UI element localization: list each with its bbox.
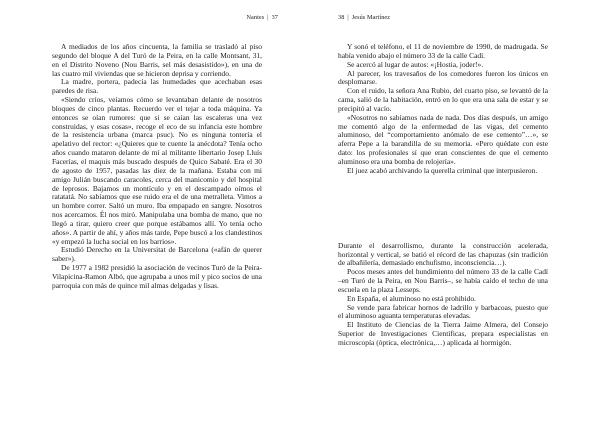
left-page-body: [52, 43, 262, 291]
paragraph: El Instituto de Ciencias de la Tierra Jaime Almera, del Consejo Superior de Investigaciones Científicas, prepara especialistas en microscopía (óptica, electrónica,…) aplicada al hormigón.: [338, 320, 548, 347]
paragraph: Y sonó el teléfono, el 11 de noviembre de 1990, de madrugada. Se había venido abajo el número 33 de la calle Cadí.: [338, 42, 548, 60]
paragraph: Se vende para fabricar hornos de ladrillo y barbacoas, puesto que el aluminoso aguanta temperaturas elevadas.: [338, 302, 548, 321]
paragraph: Pocos meses antes del hundimiento del número 33 de la calle Cadí –en Turó de la Peira, en Nou Barris–, se había caído el techo de una escuela en la plaza Lesseps.: [338, 267, 548, 294]
left-page-header: [246, 14, 278, 21]
running-title: Nantes: [246, 14, 265, 21]
header-separator: |: [267, 14, 269, 21]
paragraph: «Nosotros no sabíamos nada de nada. Dos días después, un amigo me comentó algo de la enfermedad de las vigas, del cemento aluminoso, del “comportamiento anómalo de ese cemento”…», se aferra Pepe a la barandilla de su memoria. «Pero quédate con este dato: los profesionales sí que eran conscientes de que el cemento aluminoso era una bomba de relojería».: [338, 112, 548, 166]
paragraph: Con el ruido, la señora Ana Rubio, del cuarto piso, se levantó de la cama, salió de la habitación, entró en lo que era una sala de estar y se precipitó al vacío.: [338, 86, 548, 113]
paragraph: «Siendo críos, veíamos cómo se levantaban delante de nosotros bloques de cinco plantas. Recuerdo ver el tejar a toda máquina. Ya entonces se oían rumores: que si se caían las escaleras una vez construidas, y esas cosas», recoge el eco de su infancia este hombre de la resistencia urbana (marca psuc). No es ninguna tontería el apelativo del rector: «¿Quieres que te cuente la anécdota? Tenía ocho años cuando mataron delante de mí al militante libertario Josep Lluís Facerías, el maquis más buscado después de Quico Sabaté. Era el 30 de agosto de 1957, pasadas las diez de la mañana. Estaba con mi amigo Julián buscando caracoles, cerca del manicomio y del hospital de leprosos. Bajamos un montículo y en el descampado oímos el ratatatá. No sabíamos que ese ruido era el de una metralleta. Vimos a un hombre correr. Saltó un muro. Iba empapado en sangre. Nosotros nos acercamos. Él nos miró. Manipulaba una bomba de mano, que no llegó a tirar, quiero creer que porque estábamos allí. Yo tenía ocho años». A partir de ahí, y años más tarde, Pepe buscó a los clandestinos «y empezó la lucha social en los barrios».: [52, 95, 262, 246]
paragraph: A mediados de los años cincuenta, la familia se trasladó al piso segundo del bloque A del Turó de la Peira, en la calle Montsant, 31, en el Distrito Noveno (Nou Barris, sel más desasistido»), en una de las cuatro mil viviendas que se hicieron deprisa y corriendo.: [52, 42, 262, 78]
page-number: 37: [271, 14, 278, 21]
header-separator: |: [347, 14, 349, 21]
paragraph: De 1977 a 1982 presidió la asociación de vecinos Turó de la Peira-Vilapicina-Ramon Albó, que agrupaba a unos mil y pico socios de una parroquia con más de quince mil almas delgadas y lisas.: [52, 263, 262, 290]
paragraph: Al parecer, los travesaños de los comedores fueron los únicos en desplomarse.: [338, 68, 548, 87]
right-page-header: [338, 14, 390, 21]
paragraph: En España, el aluminoso no está prohibido.: [347, 293, 476, 303]
page-number: 38: [338, 14, 345, 21]
paragraph: La madre, portera, padecía las humedades que acechaban esas paredes de risa.: [52, 77, 262, 96]
paragraph: El juez acabó archivando la querella criminal que interpusieron.: [347, 165, 538, 175]
author-name: Jesús Martínez: [351, 14, 391, 21]
right-page-body: [338, 43, 548, 348]
paragraph: Estudió Derecho en la Universitat de Barcelona («afán de querer saber»).: [52, 245, 262, 264]
paragraph: Durante el desarrollismo, durante la construcción acelerada, horizontal y vertical, se batió el récord de las chapuzas (sin tradición de albañilería, demasiado enchufismo, inconsciencia…).: [338, 240, 548, 268]
paragraph: Se acercó al lugar de autos: «¡Hostia, joder!».: [347, 59, 484, 69]
right-page: [300, 0, 600, 425]
